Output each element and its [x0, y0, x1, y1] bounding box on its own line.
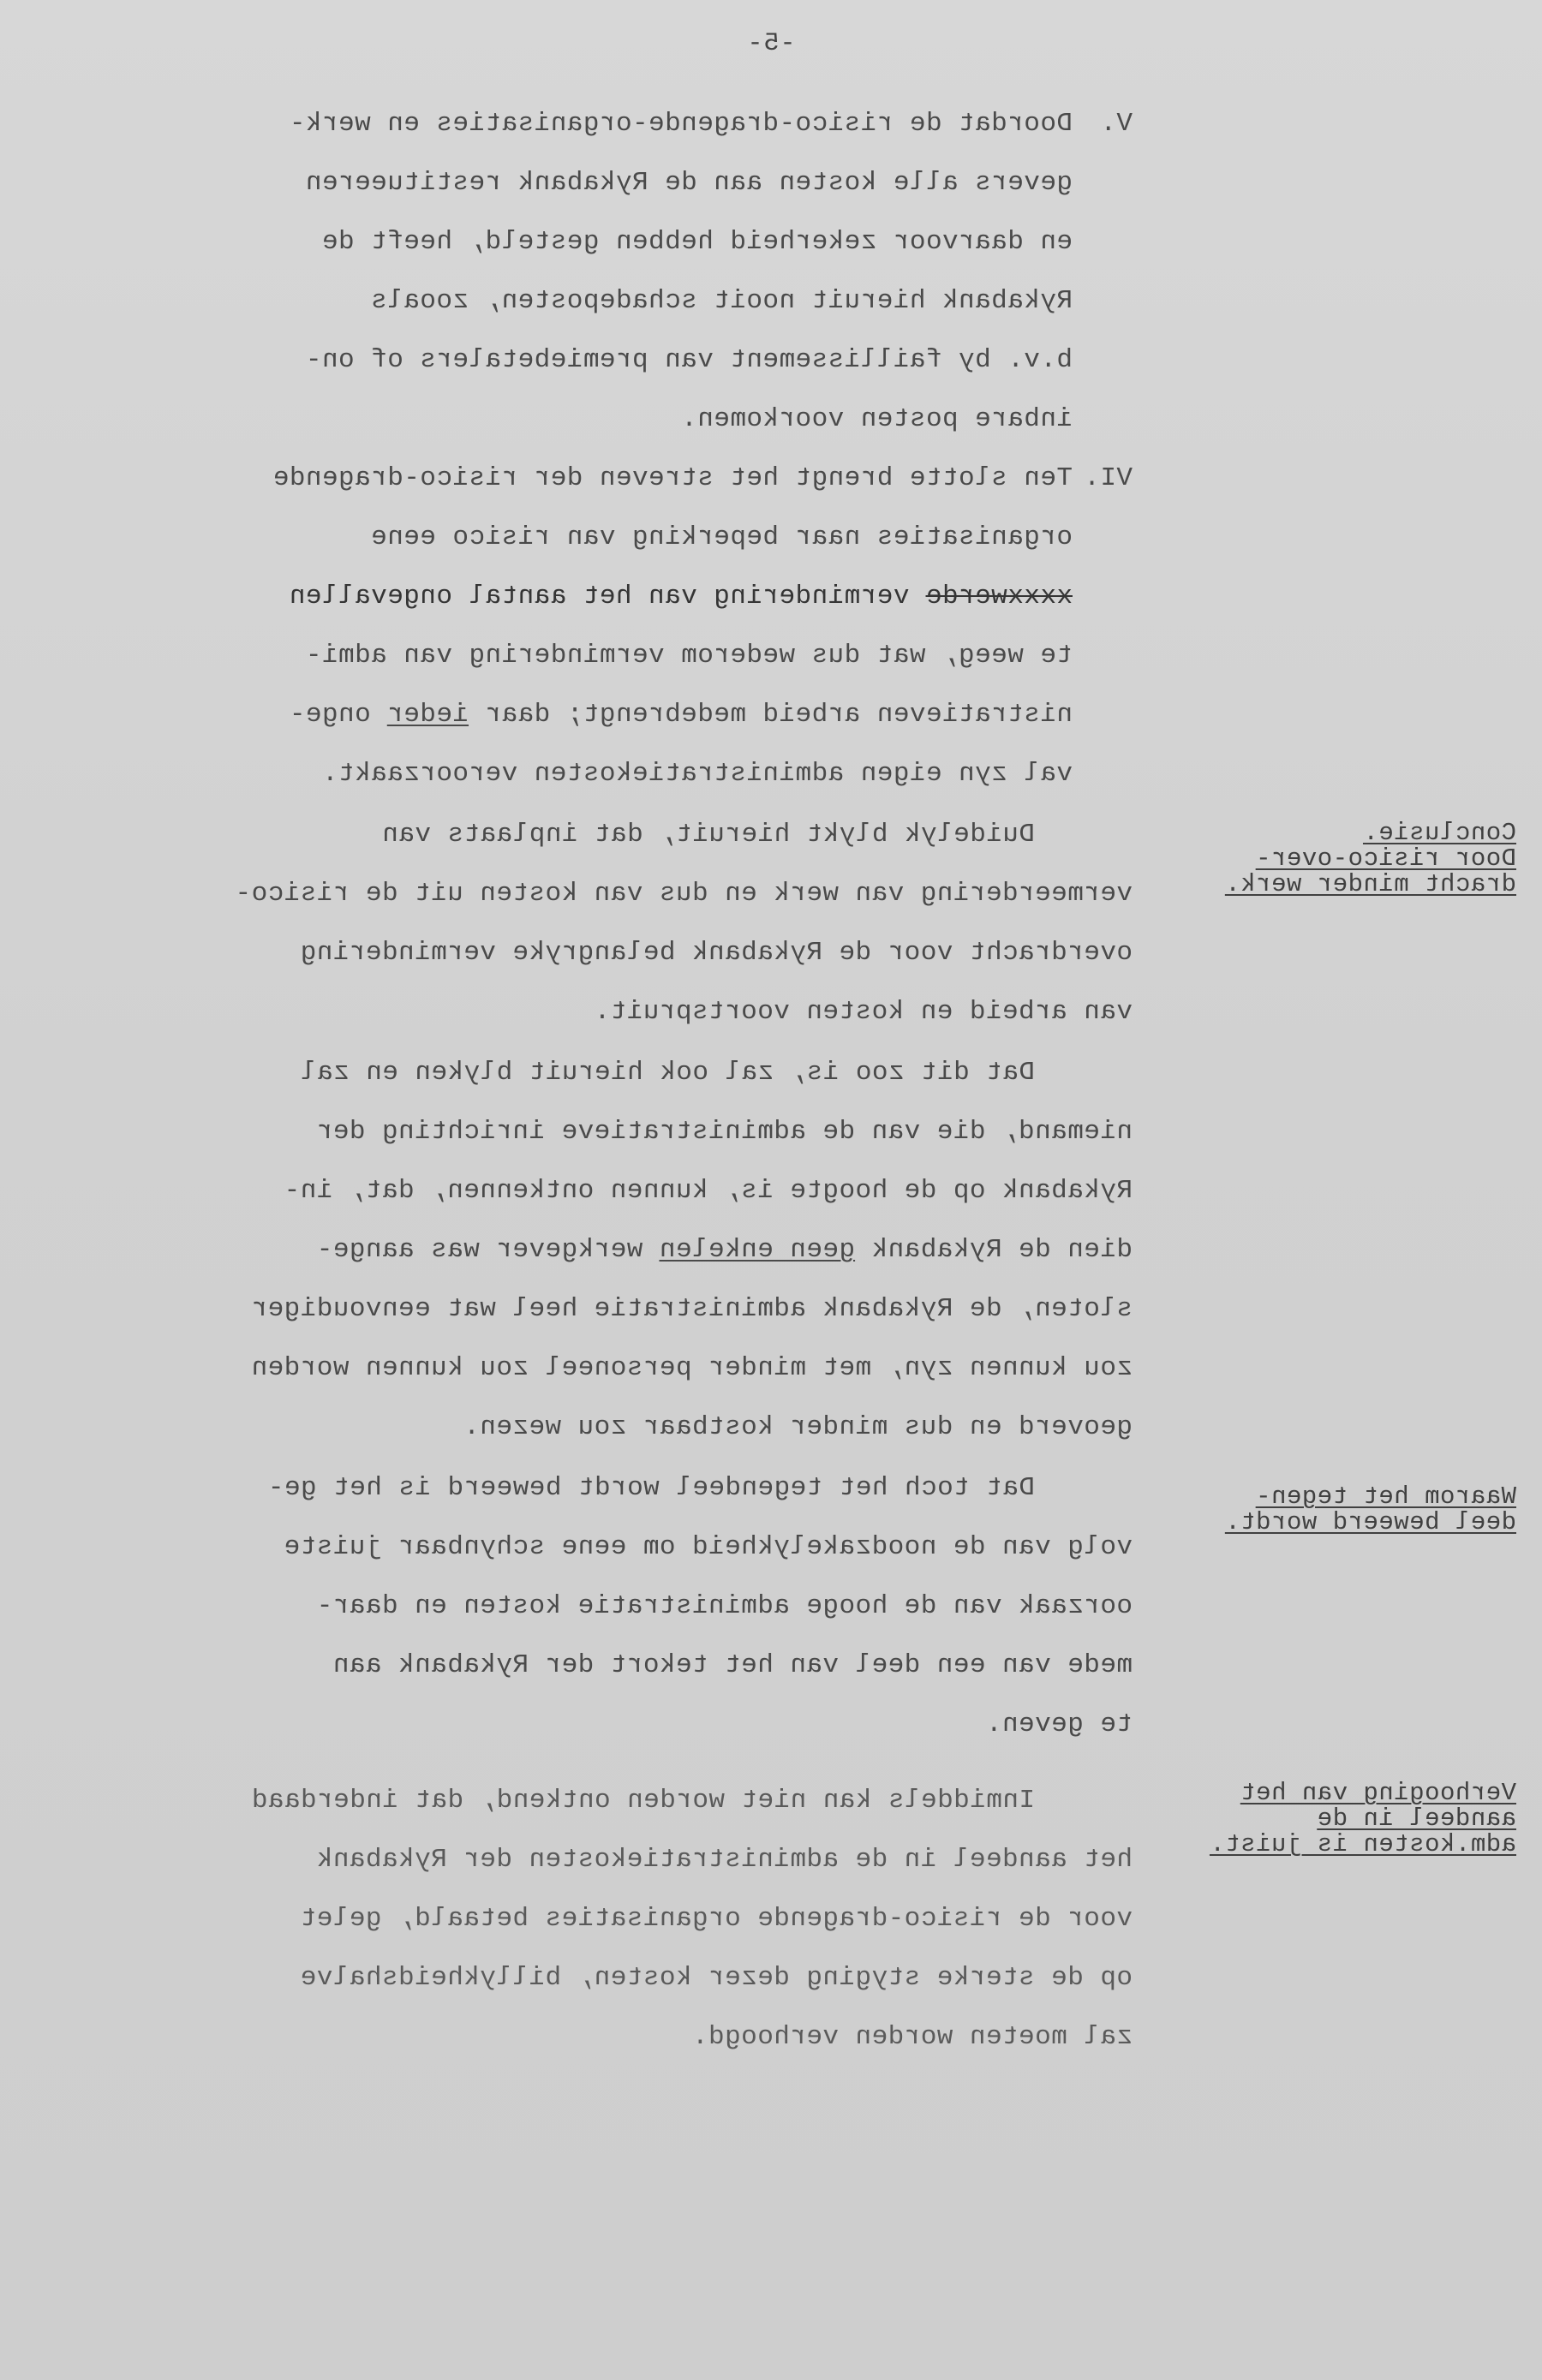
text-fragment: vermindering van het aantal ongevallen: [289, 582, 926, 611]
argument-paragraph: [96, 1043, 1133, 1457]
margin-note-line: Verhooging van het: [1240, 1779, 1516, 1807]
page-number: -5-: [746, 29, 796, 58]
text-fragment: werkgever was aange-: [316, 1235, 660, 1265]
text-line: b.v. by faillissement van premiebetalers of on-: [305, 345, 1073, 375]
margin-note-line: Door risico-over-: [1255, 844, 1516, 873]
text-line: Dat dit zoo is, zal ook hieruit blyken en zal: [300, 1058, 1035, 1088]
margin-note-line: Waarom het tegen-: [1255, 1482, 1516, 1511]
underlined-word: ieder: [386, 700, 469, 730]
margin-note-line: deel beweerd wordt.: [1224, 1508, 1516, 1536]
text-line: te weeg, wat dus wederom vermindering van admi-: [305, 641, 1073, 671]
margin-note-cost-increase: [1156, 1781, 1516, 1858]
section-v: [96, 94, 1133, 449]
text-fragment: nistratieven arbeid medebrengt; daar: [469, 700, 1073, 730]
text-line: val zyn eigen administratiekosten veroorzaakt.: [321, 759, 1073, 789]
section-number: VI.: [1083, 463, 1133, 493]
text-line: volg van de noodzakelykheid om eene schynbaar juiste: [284, 1532, 1133, 1562]
text-line: en daarvoor zekerheid hebben gesteld, heeft de: [321, 227, 1073, 257]
text-line: zou kunnen zyn, met minder personeel zou kunnen worden: [251, 1353, 1133, 1383]
text-line: gevers alle kosten aan de Rykabank restitueeren: [305, 168, 1073, 198]
text-line: te geven.: [985, 1709, 1133, 1739]
text-fragment: onge-: [289, 700, 387, 730]
text-line: [96, 567, 1133, 626]
text-line: Rykabank hieruit nooit schadeposten, zooals: [370, 286, 1073, 316]
underlined-phrase: geen enkelen: [659, 1235, 856, 1265]
text-line: inbare posten voorkomen.: [680, 404, 1073, 434]
section-vi: [96, 449, 1133, 803]
text-line: [96, 94, 1133, 153]
text-line: Duidelyk blykt hieruit, dat inplaats van: [381, 820, 1035, 850]
text-fragment: dien de Rykabank: [855, 1235, 1133, 1265]
text-line: van arbeid en kosten voortspruit.: [594, 997, 1133, 1027]
text-line: vermeerdering van werk en dus van kosten uit de risico-: [235, 879, 1133, 909]
text-line: mede van een deel van het tekort der Rykabank aan: [332, 1650, 1133, 1680]
text-line: het aandeel in de administratiekosten der Rykabank: [316, 1845, 1133, 1875]
text-line: niemand, die van de administratieve inrichting der: [316, 1117, 1133, 1147]
increase-paragraph: [96, 1771, 1133, 2067]
text-fragment: Ten slotte brengt het streven der risico-dragende: [272, 463, 1073, 493]
text-line: overdracht voor de Rykabank belangryke vermindering: [300, 938, 1133, 968]
spacer: [96, 1754, 1133, 1771]
margin-note-conclusion: [1156, 820, 1516, 898]
section-number: V.: [1099, 109, 1133, 139]
text-line: Rykabank op de hoogte is, kunnen ontkennen, dat, in-: [284, 1176, 1133, 1206]
text-line: voor de risico-dragende organisaties betaald, gelet: [300, 1904, 1133, 1934]
margin-note-line: adm.kosten is juist.: [1209, 1830, 1516, 1858]
margin-note-line: aandeel in de: [1317, 1804, 1516, 1833]
text-fragment: Doordat de risico-dragende-organisaties en werk-: [289, 109, 1073, 139]
text-line: Dat toch het tegendeel wordt beweerd is het ge-: [267, 1473, 1035, 1503]
text-line: Inmiddels kan niet worden ontkend, dat inderdaad: [251, 1786, 1035, 1816]
text-line: [96, 685, 1133, 744]
crossed-out-word: xxxxwerde: [925, 582, 1073, 611]
text-line: organisaties naar beperking van risico eene: [370, 522, 1073, 552]
main-text-column: [96, 94, 1133, 2067]
text-line: op de sterke styging dezer kosten, billykheidshalve: [300, 1963, 1133, 1993]
text-line: geoverd en dus minder kostbaar zou wezen.: [463, 1412, 1133, 1442]
text-line: [96, 1220, 1133, 1279]
text-line: [96, 449, 1133, 508]
margin-note-line: dracht minder werk.: [1224, 870, 1516, 898]
text-line: sloten, de Rykabank administratie heel wat eenvoudiger: [251, 1294, 1133, 1324]
text-line: zal moeten worden verhoogd.: [691, 2022, 1133, 2052]
text-line: oorzaak van de hooge administratie kosten en daar-: [316, 1591, 1133, 1621]
margin-note-line: Conclusie.: [1362, 819, 1516, 847]
margin-note-why-contrary: [1156, 1484, 1516, 1536]
counterclaim-paragraph: [96, 1458, 1133, 1754]
conclusion-paragraph: [96, 805, 1133, 1041]
